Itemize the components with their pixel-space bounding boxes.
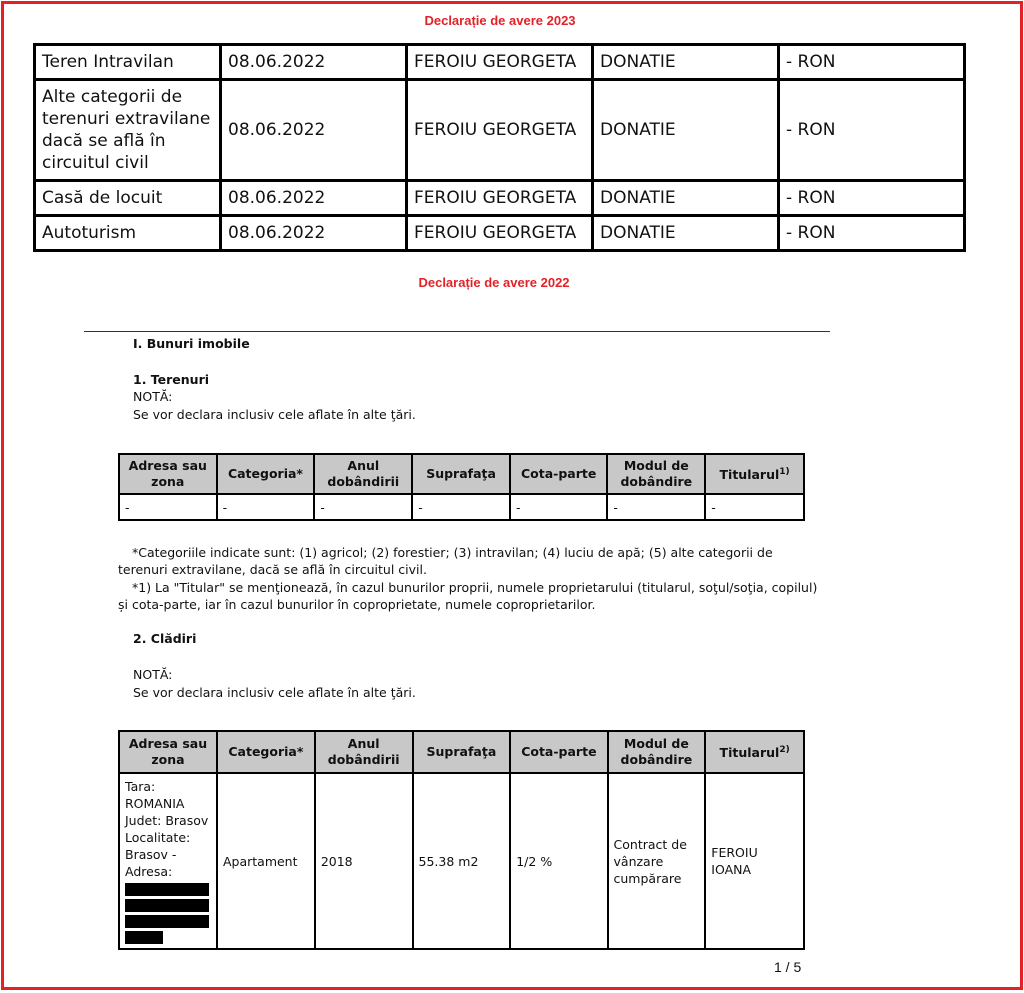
terenuri-header	[705, 454, 804, 494]
terenuri-header-label: Suprafaţa	[426, 466, 496, 481]
assets-2023-cell-item: Autoturism	[35, 216, 221, 251]
cladiri-header	[119, 731, 217, 773]
cladiri-header-label: Categoria*	[228, 744, 304, 759]
terenuri-cell: -	[314, 494, 412, 520]
terenuri-header-label: Anul dobândirii	[327, 458, 400, 489]
terenuri-note-categories-text: *Categoriile indicate sunt: (1) agricol; (2) forestier; (3) intravilan; (4) luciu de apă; (5) alte categorii de terenuri extravilane, dacă se află în circuitul civil.	[118, 545, 773, 577]
terenuri-note-categories	[118, 544, 818, 578]
terenuri-nota-label: NOTĂ:	[133, 389, 173, 404]
assets-2023-cell-value: - RON	[779, 45, 965, 80]
cladiri-header	[413, 731, 511, 773]
assets-2023-cell-value: - RON	[779, 216, 965, 251]
terenuri-header-label: Modul de dobândire	[620, 458, 693, 489]
cladiri-header	[217, 731, 315, 773]
assets-2023-cell-mode: DONATIE	[593, 80, 779, 181]
assets-2023-cell-item: Alte categorii de terenuri extravilane dacă se află în circuitul civil	[35, 80, 221, 181]
assets-2023-row	[35, 216, 965, 251]
page-number: 1 / 5	[774, 959, 802, 975]
cladiri-nota-label: NOTĂ:	[133, 667, 173, 682]
cladiri-cell-area: 55.38 m2	[413, 773, 511, 949]
terenuri-header-label: Cota-parte	[520, 466, 597, 481]
terenuri-cell: -	[607, 494, 705, 520]
cladiri-cell-address	[119, 773, 217, 949]
terenuri-cell: -	[510, 494, 607, 520]
section-title: I. Bunuri imobile	[133, 336, 250, 351]
terenuri-header-label: Adresa sau zona	[128, 458, 207, 489]
cladiri-header	[608, 731, 706, 773]
terenuri-header	[314, 454, 412, 494]
terenuri-header	[119, 454, 217, 494]
assets-2023-row	[35, 80, 965, 181]
terenuri-cell: -	[412, 494, 510, 520]
terenuri-header-sup: 1)	[779, 467, 790, 478]
assets-2023-cell-person: FEROIU GEORGETA	[407, 45, 593, 80]
cladiri-header-label: Anul dobândirii	[327, 736, 400, 767]
cladiri-header-label: Adresa sau zona	[128, 736, 208, 767]
cladiri-cell-year: 2018	[315, 773, 413, 949]
assets-2023-cell-person: FEROIU GEORGETA	[407, 80, 593, 181]
assets-2023-cell-mode: DONATIE	[593, 45, 779, 80]
terenuri-header	[412, 454, 510, 494]
divider	[84, 331, 830, 332]
assets-2023-cell-mode: DONATIE	[593, 181, 779, 216]
cladiri-cell-mode: Contract de vânzare cumpărare	[608, 773, 706, 949]
assets-2023-cell-item: Casă de locuit	[35, 181, 221, 216]
cladiri-heading: 2. Clădiri	[133, 631, 197, 646]
terenuri-header	[607, 454, 705, 494]
cladiri-header-sup: 2)	[779, 745, 790, 756]
terenuri-header	[217, 454, 315, 494]
redacted-block	[125, 915, 209, 928]
assets-2023-cell-date: 08.06.2022	[221, 80, 407, 181]
cladiri-table	[118, 730, 805, 950]
cladiri-header	[510, 731, 607, 773]
cladiri-address-text: Tara: ROMANIA Judet: Brasov Localitate: Brasov - Adresa:	[125, 779, 209, 879]
cladiri-header-label: Modul de dobândire	[620, 736, 693, 767]
cladiri-header-label: Cota-parte	[521, 744, 597, 759]
redacted-block	[125, 883, 209, 896]
cladiri-nota-text: Se vor declara inclusiv cele aflate în alte ţări.	[133, 685, 416, 700]
cladiri-cell-share: 1/2 %	[510, 773, 607, 949]
cladiri-header	[315, 731, 413, 773]
terenuri-header-label: Titularul	[719, 467, 780, 483]
terenuri-cell: -	[705, 494, 804, 520]
cladiri-cell-category: Apartament	[217, 773, 315, 949]
assets-2023-row	[35, 45, 965, 80]
cladiri-header-label: Suprafaţa	[426, 744, 497, 759]
cladiri-header	[705, 731, 804, 773]
assets-2023-cell-date: 08.06.2022	[221, 45, 407, 80]
assets-2023-cell-date: 08.06.2022	[221, 216, 407, 251]
title-2022: Declarație de avere 2022	[418, 275, 570, 290]
assets-2023-cell-person: FEROIU GEORGETA	[407, 216, 593, 251]
terenuri-table	[118, 453, 805, 521]
assets-2023-row	[35, 181, 965, 216]
assets-2023-cell-mode: DONATIE	[593, 216, 779, 251]
terenuri-header	[510, 454, 607, 494]
assets-table-2023	[33, 43, 966, 252]
terenuri-nota-text: Se vor declara inclusiv cele aflate în alte ţări.	[133, 407, 416, 422]
title-2023: Declarație de avere 2023	[424, 13, 576, 28]
terenuri-header-label: Categoria*	[227, 466, 303, 481]
redacted-block	[125, 899, 209, 912]
assets-2023-cell-person: FEROIU GEORGETA	[407, 181, 593, 216]
assets-2023-cell-item: Teren Intravilan	[35, 45, 221, 80]
assets-2023-cell-value: - RON	[779, 80, 965, 181]
cladiri-cell-owner: FEROIU IOANA	[705, 773, 804, 949]
terenuri-note-titular	[118, 579, 818, 613]
assets-2023-cell-value: - RON	[779, 181, 965, 216]
terenuri-cell: -	[119, 494, 217, 520]
cladiri-header-label: Titularul	[719, 745, 780, 761]
assets-2023-cell-date: 08.06.2022	[221, 181, 407, 216]
terenuri-note-titular-text: *1) La "Titular" se menţionează, în cazul bunurilor proprii, numele proprietarului (titularul, soţul/soţia, copilul) și cota-parte, iar în cazul bunurilor în coproprietate, numele coproprietarilor.	[118, 580, 818, 612]
redacted-block	[125, 931, 163, 944]
terenuri-cell: -	[217, 494, 315, 520]
terenuri-heading: 1. Terenuri	[133, 372, 210, 387]
